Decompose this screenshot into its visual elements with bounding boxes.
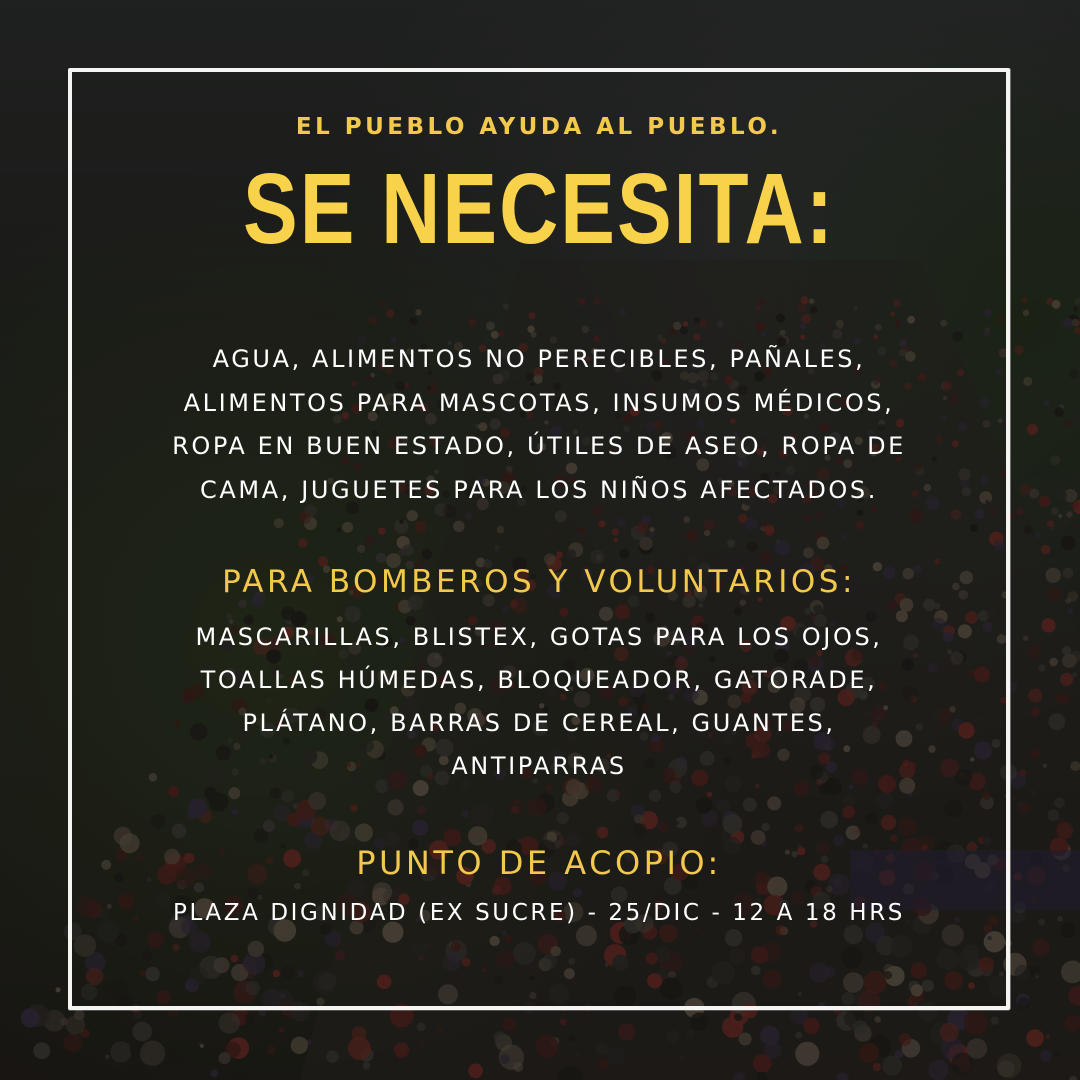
- volunteers-line: ANTIPARRAS: [451, 752, 627, 780]
- kicker-text: EL PUEBLO AYUDA AL PUEBLO.: [295, 114, 783, 140]
- volunteers-line: PLÁTANO, BARRAS DE CEREAL, GUANTES,: [242, 709, 836, 737]
- volunteers-title: PARA BOMBEROS Y VOLUNTARIOS:: [222, 564, 856, 600]
- headline: SE NECESITA:: [243, 153, 835, 265]
- acopio-title: PUNTO DE ACOPIO:: [356, 844, 722, 882]
- acopio-detail: PLAZA DIGNIDAD (EX SUCRE) - 25/DIC - 12 A 18 HRS: [173, 900, 905, 926]
- needs-line: CAMA, JUGUETES PARA LOS NIÑOS AFECTADOS.: [200, 475, 878, 504]
- volunteers-line: MASCARILLAS, BLISTEX, GOTAS PARA LOS OJOS,: [195, 623, 883, 651]
- volunteers-list: [78, 616, 1000, 788]
- needs-line: AGUA, ALIMENTOS NO PERECIBLES, PAÑALES,: [212, 345, 866, 373]
- needs-list: [78, 338, 1000, 512]
- needs-line: ALIMENTOS PARA MASCOTAS, INSUMOS MÉDICOS,: [183, 388, 895, 417]
- needs-line: ROPA EN BUEN ESTADO, ÚTILES DE ASEO, ROPA DE: [172, 432, 906, 460]
- poster-content: [68, 68, 1010, 1010]
- volunteers-line: TOALLAS HÚMEDAS, BLOQUEADOR, GATORADE,: [200, 666, 878, 694]
